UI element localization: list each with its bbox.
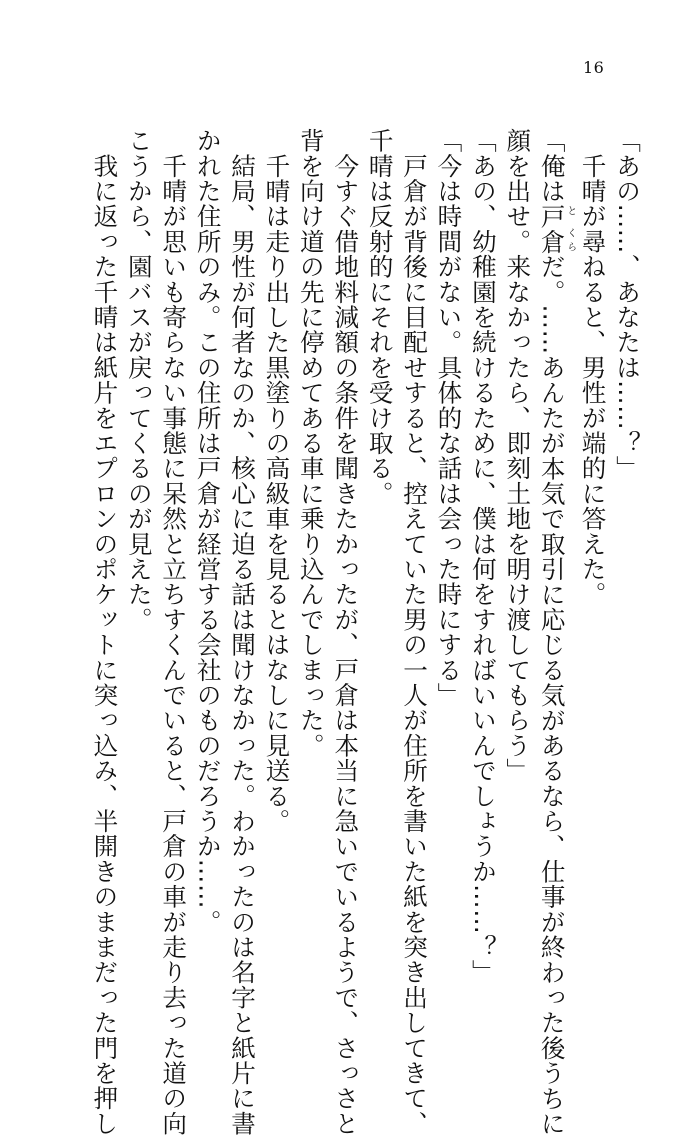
text-line: 千晴が尋ねると、男性が端的に答えた。	[578, 128, 608, 607]
text-line: 今すぐ借地料減額の条件を聞きたかったが、戸倉は本当に急いでいるようで、さっさと	[331, 128, 361, 1136]
text-line: 千晴は走り出した黒塗りの高級車を見るとはなしに見送る。	[262, 128, 292, 834]
text-line: 我に返った千晴は紙片をエプロンのポケットに突っ込み、半開きのままだった門を押し	[90, 128, 120, 1136]
text-line: 「あの、幼稚園を続けるために、僕は何をすればいいんでしょうか……？」	[468, 128, 498, 985]
text-line: 顔を出せ。来なかったら、即刻土地を明け渡してもらう」	[503, 128, 533, 784]
text-line	[534, 128, 576, 1136]
text-line-segment: 「俺は	[537, 128, 567, 204]
page-number: 16	[583, 58, 605, 77]
text-line: 千晴は反射的にそれを受け取る。	[365, 128, 395, 506]
text-line: 戸倉が背後に目配せすると、控えていた男の一人が住所を書いた紙を突き出してきて、	[400, 128, 430, 1136]
ruby-annotation	[537, 203, 576, 255]
text-line-segment: だ。……あんたが本気で取引に応じる気があるなら、仕事が終わった後うちに	[537, 254, 567, 1136]
text-line: こうから、園バスが戻ってくるのが見えた。	[124, 128, 154, 632]
text-line: かれた住所のみ。この住所は戸倉が経営する会社のものだろうか……。	[193, 128, 223, 935]
body-text	[84, 128, 644, 1136]
ruby-reading: と くら	[564, 203, 576, 254]
text-line: 結局、男性が何者なのか、核心に迫る話は聞けなかった。わかったのは名字と紙片に書	[228, 128, 258, 1136]
text-line: 千晴が思いも寄らない事態に呆然と立ちすくんでいると、戸倉の車が走り去った道の向	[159, 128, 189, 1136]
text-line: 「今は時間がない。具体的な話は会った時にする」	[434, 128, 464, 708]
text-line: 「あの……、あなたは……？」	[613, 128, 642, 481]
ruby-base: 戸倉	[537, 203, 567, 255]
text-line: 背を向け道の先に停めてある車に乗り込んでしまった。	[296, 128, 326, 758]
